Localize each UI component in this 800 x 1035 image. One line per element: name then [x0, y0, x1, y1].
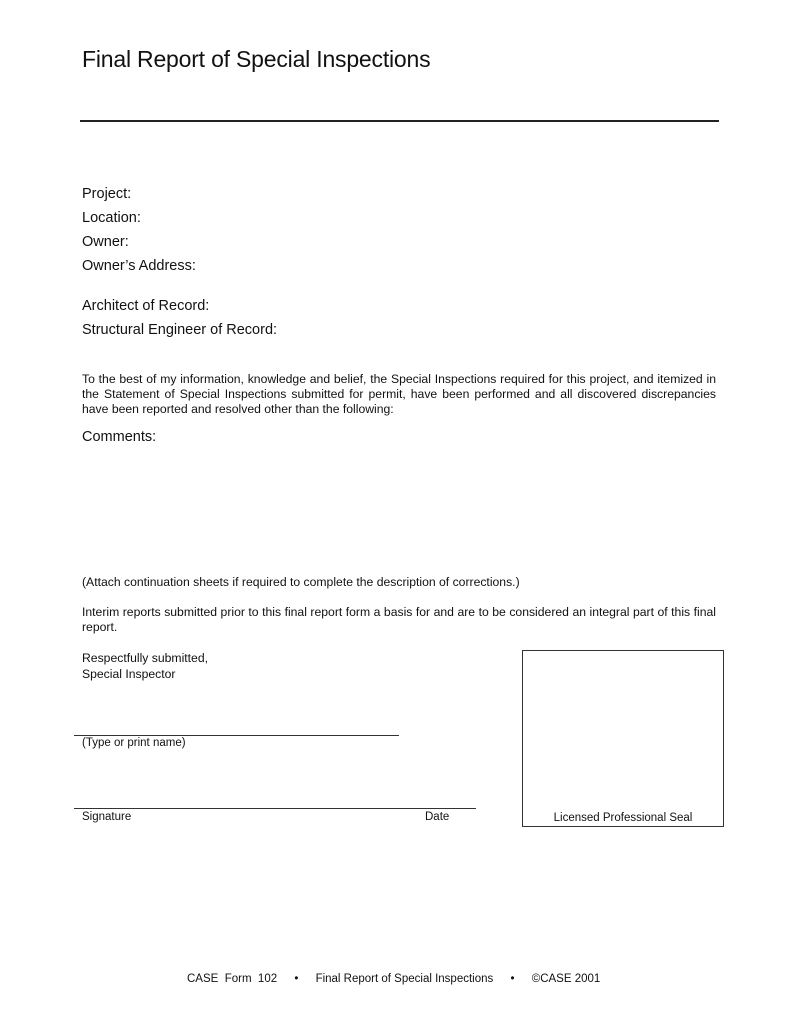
signature-line: [74, 808, 476, 809]
location-field: Location:: [82, 210, 141, 226]
footer-bullet-icon: •: [294, 973, 299, 985]
page-footer: [187, 973, 600, 985]
name-line: [74, 735, 399, 736]
submitted-line-1: Respectfully submitted,: [82, 651, 208, 665]
submitted-line-2: Special Inspector: [82, 667, 176, 681]
professional-seal-box: [522, 650, 724, 827]
architect-field: Architect of Record:: [82, 298, 210, 314]
date-label: Date: [425, 811, 450, 823]
seal-label: Licensed Professional Seal: [553, 812, 693, 824]
footer-copyright: ©CASE 2001: [531, 973, 601, 985]
title-divider: [80, 120, 719, 122]
footer-form-title: Final Report of Special Inspections: [315, 973, 494, 985]
project-field: Project:: [82, 186, 132, 202]
owner-address-field: Owner’s Address:: [82, 258, 196, 274]
comments-label: Comments:: [82, 429, 157, 445]
page-title: Final Report of Special Inspections: [82, 46, 431, 72]
footer-form-id: CASE Form 102: [187, 973, 278, 985]
footer-bullet-icon: •: [510, 973, 515, 985]
owner-field: Owner:: [82, 234, 129, 250]
inspection-statement: To the best of my information, knowledge and belief, the Special Inspections required for this project, and itemized in the Statement of Special Inspections submitted for permit, have been performed and all discovered discrepancies have been reported and resolved other than the following:: [82, 372, 716, 416]
interim-note: Interim reports submitted prior to this final report form a basis for and are to be considered an integral part of this final report.: [82, 605, 716, 634]
attach-note: (Attach continuation sheets if required to complete the description of corrections.): [82, 575, 520, 589]
signature-label: Signature: [82, 811, 132, 823]
name-line-label: (Type or print name): [82, 737, 186, 749]
structural-engineer-field: Structural Engineer of Record:: [82, 322, 278, 338]
